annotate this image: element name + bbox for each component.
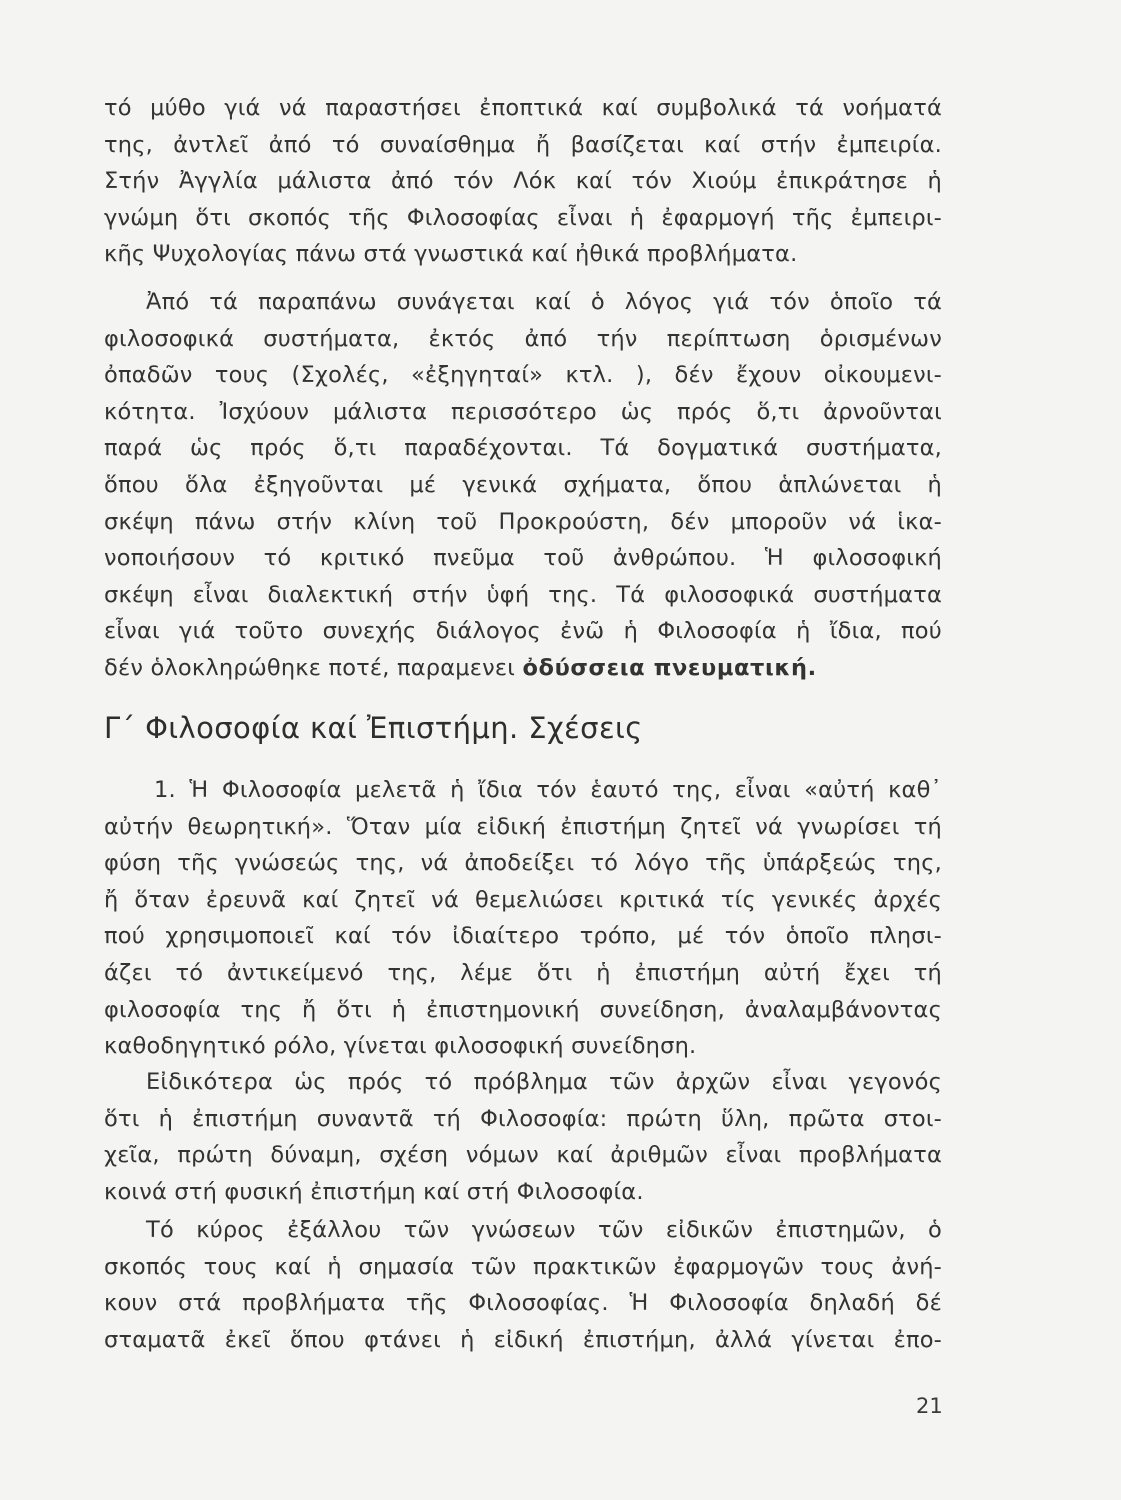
emphasis-text: ὀδύσσεια πνευματική. xyxy=(522,654,817,681)
text-line: νοποιήσουν τό κριτικό πνεῦμα τοῦ ἀνθρώπου. Ἡ φιλοσοφική xyxy=(104,545,942,572)
paragraph-1 xyxy=(104,90,942,273)
text-line: Εἰδικότερα ὡς πρός τό πρόβλημα τῶν ἀρχῶν εἶναι γεγονός xyxy=(146,1069,942,1095)
text-line-with-emphasis xyxy=(104,650,942,687)
text-line: φύση τῆς γνώσεώς της, νά ἀποδείξει τό λόγο τῆς ὑπάρξεώς της, xyxy=(104,850,942,877)
text-line: σκοπός τους καί ἡ σημασία τῶν πρακτικῶν ἐφαρμογῶν τους ἀνή- xyxy=(104,1253,942,1280)
text-line: ἤ ὅταν ἐρευνᾶ καί ζητεῖ νά θεμελιώσει κριτικά τίς γενικές ἀρχές xyxy=(104,886,942,913)
text-line: σταματᾶ ἐκεῖ ὅπου φτάνει ἡ εἰδική ἐπιστήμη, ἀλλά γίνεται ἐπο- xyxy=(104,1326,942,1353)
text-line: τό μύθο γιά νά παραστήσει ἐποπτικά καί συμβολικά τά νοήματά xyxy=(104,95,942,121)
text-line: της, ἀντλεῖ ἀπό τό συναίσθημα ἤ βασίζεται καί στήν ἐμπειρία. xyxy=(104,131,942,158)
text-line: κότητα. Ἰσχύουν μάλιστα περισσότερο ὡς πρός ὅ,τι ἀρνοῦνται xyxy=(104,398,942,425)
text-line: παρά ὡς πρός ὅ,τι παραδέχονται. Τά δογματικά συστήματα, xyxy=(104,435,942,462)
paragraph-4 xyxy=(104,1064,942,1210)
text-line: Τό κύρος ἐξάλλου τῶν γνώσεων τῶν εἰδικῶν ἐπιστημῶν, ὁ xyxy=(146,1217,942,1243)
text-line: φιλοσοφικά συστήματα, ἐκτός ἀπό τήν περίπτωση ὁρισμένων xyxy=(104,325,942,352)
text-line: πού χρησιμοποιεῖ καί τόν ἰδιαίτερο τρόπο, μέ τόν ὁποῖο πλησι- xyxy=(104,923,942,950)
text-line: ὅπου ὅλα ἐξηγοῦνται μέ γενικά σχήματα, ὅπου ἁπλώνεται ἡ xyxy=(104,471,942,498)
text-line: κῆς Ψυχολογίας πάνω στά γνωστικά καί ἠθικά προβλήματα. xyxy=(104,241,798,268)
text-line: 1. Ἡ Φιλοσοφία μελετᾶ ἡ ἴδια τόν ἑαυτό της, εἶναι «αὐτή καθ᾽ xyxy=(154,777,942,803)
text-line: εἶναι γιά τοῦτο συνεχής διάλογος ἐνῶ ἡ Φιλοσοφία ἡ ἴδια, πού xyxy=(104,618,942,645)
text-line: γνώμη ὅτι σκοπός τῆς Φιλοσοφίας εἶναι ἡ ἐφαρμογή τῆς ἐμπειρι- xyxy=(104,204,942,231)
text-line: άζει τό ἀντικείμενό της, λέμε ὅτι ἡ ἐπιστήμη αὐτή ἔχει τή xyxy=(104,959,942,986)
paragraph-3 xyxy=(104,772,942,1065)
text-line: κουν στά προβλήματα τῆς Φιλοσοφίας. Ἡ Φιλοσοφία δηλαδή δέ xyxy=(104,1290,942,1317)
text-line: ὀπαδῶν τους (Σχολές, «ἐξηγηταί» κτλ. ), δέν ἔχουν οἰκουμενι- xyxy=(104,362,942,389)
paragraph-2 xyxy=(104,284,942,687)
text-line: χεῖα, πρώτη δύναμη, σχέση νόμων καί ἀριθμῶν εἶναι προβλήματα xyxy=(104,1142,942,1169)
text-line: Στήν Ἀγγλία μάλιστα ἀπό τόν Λόκ καί τόν Χιούμ ἐπικράτησε ἡ xyxy=(104,168,942,195)
text-line: ὅτι ἡ ἐπιστήμη συναντᾶ τή Φιλοσοφία: πρώτη ὕλη, πρῶτα στοι- xyxy=(104,1105,942,1132)
text-line: κοινά στή φυσική ἐπιστήμη καί στή Φιλοσοφία. xyxy=(104,1178,644,1205)
text-line: φιλοσοφία της ἤ ὅτι ἡ ἐπιστημονική συνείδηση, ἀναλαμβάνοντας xyxy=(104,996,942,1023)
paragraph-5 xyxy=(104,1212,942,1358)
text-line: καθοδηγητικό ρόλο, γίνεται φιλοσοφική συνείδηση. xyxy=(104,1033,697,1060)
text-line: σκέψη εἶναι διαλεκτική στήν ὑφή της. Τά φιλοσοφικά συστήματα xyxy=(104,581,942,608)
section-heading: Γ΄ Φιλοσοφία καί Ἐπιστήμη. Σχέσεις xyxy=(104,711,643,745)
text-line-plain: δέν ὁλοκληρώθηκε ποτέ, παραμενει xyxy=(104,654,523,681)
text-line: αὐτήν θεωρητική». Ὅταν μία εἰδική ἐπιστήμη ζητεῖ νά γνωρίσει τή xyxy=(104,813,942,840)
text-line: Ἀπό τά παραπάνω συνάγεται καί ὁ λόγος γιά τόν ὁποῖο τά xyxy=(146,289,942,315)
page-number: 21 xyxy=(916,1394,943,1418)
text-line: σκέψη πάνω στήν κλίνη τοῦ Προκρούστη, δέν μποροῦν νά ἱκα- xyxy=(104,508,942,535)
